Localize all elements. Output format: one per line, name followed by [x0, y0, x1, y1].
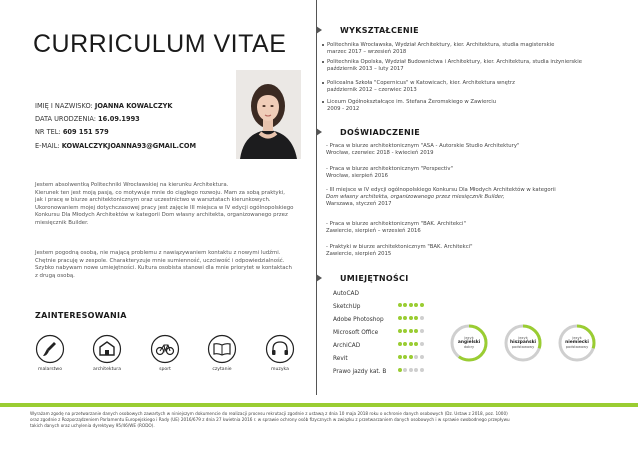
interest-item: [265, 334, 295, 372]
language-gauge: [449, 323, 489, 363]
education-item: Policealna Szkoła "Copernicus" w Katowicach, kier. Architektura wnętrz październik 2012 – czerwiec 2013: [322, 80, 515, 94]
language-gauge: [557, 323, 597, 363]
headphones-icon: [265, 334, 295, 364]
language-prefix: język: [572, 336, 582, 340]
bullet-icon: [322, 44, 324, 46]
about-line: jak i pracę w biurze architektonicznym oraz uczestnictwo w warsztatach kierunkowych.: [35, 197, 271, 204]
interest-label: architektura: [92, 367, 122, 372]
about-line: Ukoronowaniem mojej dotychczasowej pracy jest zajęcie III miejsca w IV edycji ogólnopolskiego: [35, 204, 294, 211]
skill-name: Revit: [333, 356, 348, 362]
about-line: Jestem pogodną osobą, nie mającą problemu z nawiązywaniem kontaktu z nowymi ludźmi.: [35, 250, 281, 256]
bullet-icon: [322, 82, 324, 84]
info-label: IMIĘ I NAZWISKO:: [35, 102, 93, 110]
education-title: WYKSZTAŁCENIE: [340, 26, 419, 35]
language-prefix: język: [464, 336, 474, 340]
interest-label: malarstwo: [37, 367, 63, 372]
info-name: [35, 102, 172, 110]
about-paragraph: [35, 182, 305, 228]
language-name: niemiecki: [565, 339, 589, 345]
experience-title: DOŚWIADCZENIE: [340, 128, 421, 137]
language-label: [449, 336, 489, 350]
info-value: 16.09.1993: [98, 115, 140, 123]
rating-dot: [414, 368, 418, 372]
about-line: Kierunek ten jest moją pasją, co motywuje mnie do ciągłego rozwoju. Mam za sobą praktyki,: [35, 189, 285, 196]
rating-dot: [420, 368, 424, 372]
experience-item: - III miejsce w IV edycji ogólnopolskiego Konkursu Dla Młodych Architektów w kategorii Dom własny architekta, organizowanego przez miesięcznik Builder, Warszawa, styczeń 2017: [326, 187, 556, 208]
interest-item: [35, 334, 65, 372]
language-label: [503, 336, 543, 350]
bicycle-icon: [150, 334, 180, 364]
interest-item: [207, 334, 237, 372]
experience-item: - Praktyki w biurze architektonicznym "BAK. Architekci" Zawiercie, sierpień 2015: [326, 244, 473, 258]
rating-dot: [403, 368, 407, 372]
consent-line: oraz zgodnie z Rozporządzeniem Parlamentu Europejskiego i Rady (UE) 2016/679 z dnia 27 kwietnia 2016 r. w sprawie ochrony osób fizycznych w związku z przetwarzaniem danych osobowych i w sprawie swobodnego przepływu: [30, 417, 510, 423]
profile-photo: [236, 70, 301, 159]
language-label: [557, 336, 597, 350]
about-line: Szybko nabywam nowe umiejętności. Kultura osobista stanowi dla mnie priorytet w kontaktach: [35, 265, 292, 272]
gdpr-consent: [30, 411, 610, 430]
skill-name: Adobe Photoshop: [333, 317, 384, 323]
experience-item: - Praca w biurze architektonicznym "ASA - Autorskie Studio Architektury" Wrocław, czerwiec 2018 - kwiecień 2019: [326, 143, 520, 157]
skill-name: SketchUp: [333, 304, 361, 310]
interest-label: sport: [159, 367, 171, 372]
education-item: Liceum Ogólnokształcące im. Stefana Żeromskiego w Zawierciu 2009 - 2012: [322, 99, 496, 113]
skill-name: Prawo jazdy kat. B: [333, 369, 387, 375]
interests-title: ZAINTERESOWANIA: [35, 311, 127, 320]
consent-line: Wyrażam zgodę na przetwarzanie danych osobowych zawartych w niniejszym dokumencie do realizacji procesu rekrutacji zgodnie z ustawą z dnia 10 maja 2018 roku o ochronie danych osobowych (Dz. Ustaw z 2018, poz. 1000): [30, 411, 508, 416]
interest-label: muzyka: [271, 367, 289, 372]
book-icon: [207, 334, 237, 364]
education-item: Politechnika Wrocławska, Wydział Architektury, kier. Architektura, studia magisterskie marzec 2017 – wrzesień 2018: [322, 42, 554, 56]
experience-item: - Praca w biurze architektonicznym "Perspectiv" Wrocław, sierpień 2016: [326, 166, 453, 180]
language-name: angielski: [457, 339, 481, 345]
column-divider: [316, 0, 317, 395]
language-name: hiszpański: [509, 339, 537, 345]
about-paragraph-2: [35, 250, 305, 280]
rating-dot: [398, 368, 402, 372]
language-level: podstawowy: [511, 345, 535, 350]
info-label: DATA URODZENIA:: [35, 115, 96, 123]
portrait-illustration: [236, 70, 301, 159]
paintbrush-icon: [35, 334, 65, 364]
language-prefix: język: [518, 336, 528, 340]
interest-item: [150, 334, 180, 372]
language-level: dobry: [463, 345, 475, 350]
language-gauge: [503, 323, 543, 363]
interest-label: czytanie: [212, 367, 232, 372]
rating-dot: [409, 368, 413, 372]
building-icon: [92, 334, 122, 364]
bullet-icon: [322, 101, 324, 103]
info-birthdate: [35, 115, 140, 123]
skill-name: AutoCAD: [333, 291, 359, 297]
skill-name: ArchiCAD: [333, 343, 361, 349]
about-line: z drugą osobą.: [35, 272, 75, 279]
section-marker: [316, 128, 322, 136]
section-marker: [316, 274, 322, 282]
skills-title: UMIEJĘTNOŚCI: [340, 274, 409, 283]
section-marker: [316, 26, 322, 34]
info-value: JOANNA KOWALCZYK: [94, 102, 173, 110]
bullet-icon: [322, 61, 324, 63]
about-line: Chętnie pracuję w zespole. Charakteryzuje mnie sumienność, uczciwość i odpowiedzialność.: [35, 257, 285, 264]
about-line: Jestem absolwentką Politechniki Wrocławskiej na kierunku Architektura.: [35, 182, 229, 188]
page-title: CURRICULUM VITAE: [33, 30, 287, 58]
footer-accent-bar: [0, 403, 638, 407]
info-label: NR TEL:: [35, 128, 61, 136]
skill-name: Microsoft Office: [333, 330, 379, 336]
consent-line: takich danych oraz uchylenia dyrektywy 95/46/WE (RODO).: [30, 423, 155, 429]
education-item: Politechnika Opolska, Wydział Budownictwa i Architektury, kier. Architektura, studia inżynierskie październik 2013 – luty 2017: [322, 59, 582, 73]
interests-list: [35, 334, 305, 382]
info-label: E-MAIL:: [35, 142, 60, 150]
info-value: 609 151 579: [62, 128, 109, 136]
skill-rating: [398, 357, 425, 376]
interest-item: [92, 334, 122, 372]
experience-item: - Praca w biurze architektonicznym "BAK. Architekci" Zawiercie, sierpień – wrzesień 2016: [326, 221, 466, 235]
about-line: Konkursu Dla Młodych Architektów w kategorii Dom własny architekta, organizowanego przez: [35, 212, 288, 219]
info-value: KOWALCZYKJOANNA93@GMAIL.COM: [61, 142, 197, 150]
about-line: miesięcznik Builder.: [35, 219, 89, 226]
info-phone: [35, 128, 109, 136]
language-level: podstawowy: [565, 345, 589, 350]
info-email: [35, 142, 196, 150]
